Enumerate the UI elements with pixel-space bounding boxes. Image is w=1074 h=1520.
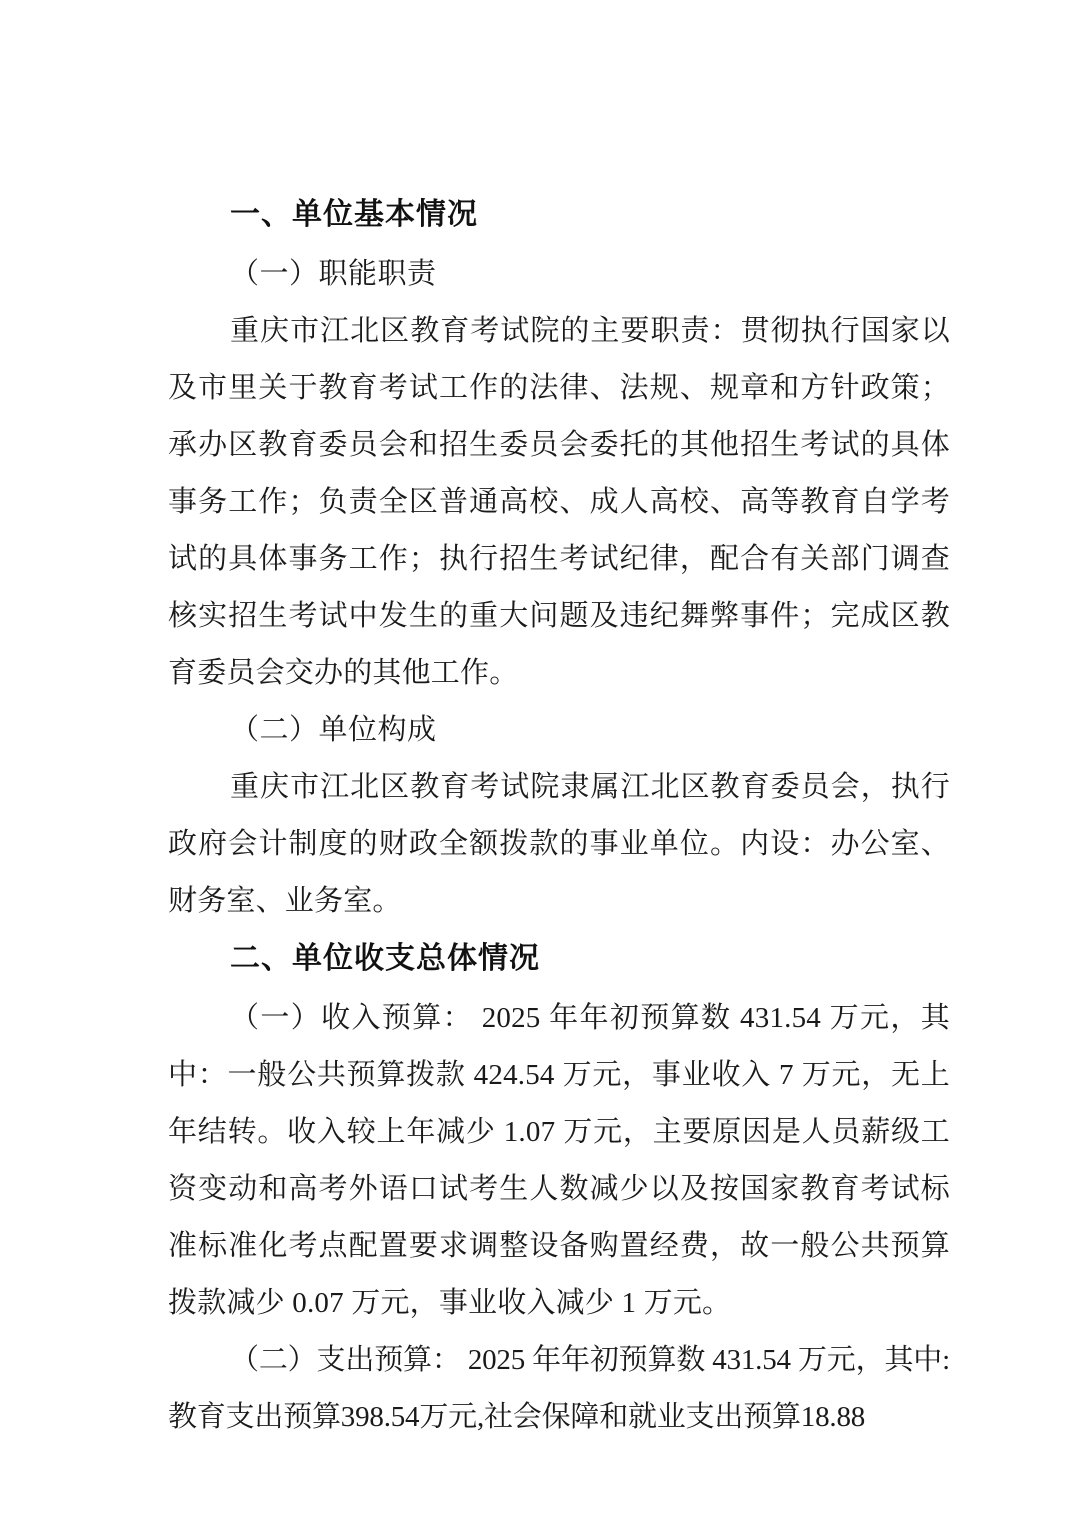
document-body <box>168 186 950 1446</box>
paragraph-functions: 重庆市江北区教育考试院的主要职责：贯彻执行国家以及市里关于教育考试工作的法律、法规、规章和方针政策；承办区教育委员会和招生委员会委托的其他招生考试的具体事务工作；负责全区普通高校、成人高校、高等教育自学考试的具体事务工作；执行招生考试纪律，配合有关部门调查核实招生考试中发生的重大问题及违纪舞弊事件；完成区教育委员会交办的其他工作。 <box>168 315 950 689</box>
paragraph-expenditure-budget: （二）支出预算： 2025 年年初预算数 431.54 万元，其中:教育支出预算398.54万元,社会保障和就业支出预算18.88 <box>168 1344 950 1433</box>
paragraph-composition: 重庆市江北区教育考试院隶属江北区教育委员会，执行政府会计制度的财政全额拨款的事业单位。内设：办公室、财务室、业务室。 <box>168 771 950 917</box>
subsection-heading-1-2: （二）单位构成 <box>230 714 437 746</box>
section-heading-1: 一、单位基本情况 <box>230 198 478 231</box>
subsection-heading-1-1: （一）职能职责 <box>230 258 437 290</box>
paragraph-revenue-budget: （一）收入预算： 2025 年年初预算数 431.54 万元，其中：一般公共预算拨款 424.54 万元，事业收入 7 万元，无上年结转。收入较上年减少 1.07 万元，主要原因是人员薪级工资变动和高考外语口试考生人数减少以及按国家教育考试标准标准化考点配置要求调整设备购置经费，故一般公共预算拨款减少 0.07 万元，事业收入减少 1 万元。 <box>168 1002 950 1319</box>
section-heading-2: 二、单位收支总体情况 <box>230 942 540 975</box>
